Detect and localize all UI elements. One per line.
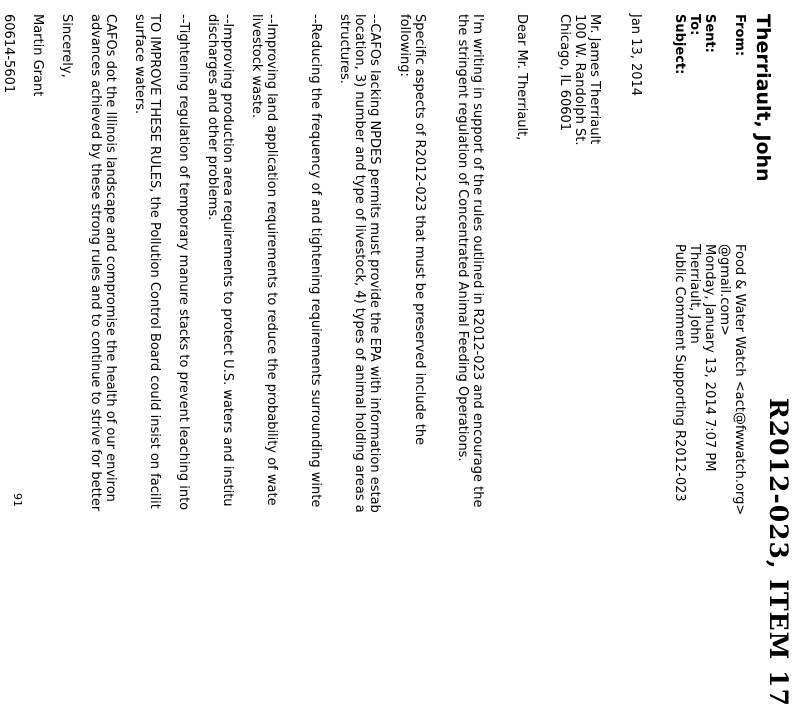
intro-line-1: I'm writing in support of the rules outlined in R2012-023 and encourage the bbox=[470, 14, 485, 508]
closing-line-2: advances achieved by these strong rules and to continue to strive for better bbox=[88, 14, 103, 512]
production-area-line-1: --Improving production area requirements to protect U.S. waters and institu bbox=[220, 14, 235, 507]
production-area-line-2: discharges and other problems. bbox=[205, 14, 220, 221]
land-application-line-1: --Improving land application requirements to reduce the probability of wate bbox=[264, 14, 279, 506]
to-value: Therriault, John bbox=[687, 244, 702, 344]
address-line-2: 100 W. Randolph St. bbox=[572, 14, 587, 146]
from-value: Food & Water Watch <act@fwwatch.org> bbox=[732, 244, 747, 516]
land-application-line-2: livestock waste. bbox=[249, 14, 264, 119]
cafos-permits-line-3: structures. bbox=[337, 14, 352, 84]
subject-value: Public Comment Supporting R2012-023 bbox=[672, 244, 687, 502]
cafos-permits-line-2: location, 3) number and type of livestock, 4) types of animal holding areas a bbox=[352, 14, 367, 513]
manure-stacks-line-1: --Tightening regulation of temporary manure stacks to prevent leaching into bbox=[176, 14, 191, 511]
from-label: From: bbox=[732, 14, 747, 57]
specific-line-2: following: bbox=[397, 14, 412, 77]
address-line-3: Chicago, IL 60601 bbox=[557, 14, 572, 132]
letter-date: Jan 13, 2014 bbox=[628, 14, 643, 97]
cafos-permits-line-1: --CAFOs lacking NPDES permits must provide the EPA with information estab bbox=[367, 14, 382, 513]
page-number: 91 bbox=[11, 493, 24, 507]
improve-line-1: TO IMPROVE THESE RULES, the Pollution Control Board could insist on facilit bbox=[147, 14, 162, 509]
reducing-line-1: --Reducing the frequency of and tightening requirements surrounding winte bbox=[308, 14, 323, 508]
specific-line-1: Specific aspects of R2012-023 that must be preserved include the bbox=[412, 14, 427, 446]
to-label: To: bbox=[687, 14, 702, 36]
signer-zip: 60614-5601 bbox=[1, 14, 16, 94]
signer-name: Martin Grant bbox=[30, 14, 45, 97]
docket-stamp: R2012-023, ITEM 17 bbox=[764, 398, 793, 707]
salutation: Dear Mr. Therriault, bbox=[514, 14, 529, 141]
from-name-heading: Therriault, John bbox=[752, 14, 774, 182]
subject-label: Subject: bbox=[672, 14, 687, 75]
address-line-1: Mr. James Therriault bbox=[587, 14, 602, 145]
sent-value: Monday, January 13, 2014 7:07 PM bbox=[702, 244, 717, 472]
from-value-cont: @gmail.com> bbox=[717, 244, 732, 336]
improve-line-2: surface waters. bbox=[132, 14, 147, 115]
closing-line-1: CAFOs dot the Illinois landscape and compromise the health of our environ bbox=[103, 14, 118, 502]
sent-label: Sent: bbox=[702, 14, 717, 53]
signoff: Sincerely, bbox=[59, 14, 74, 78]
intro-line-2: the stringent regulation of Concentrated Animal Feeding Operations. bbox=[455, 14, 470, 462]
